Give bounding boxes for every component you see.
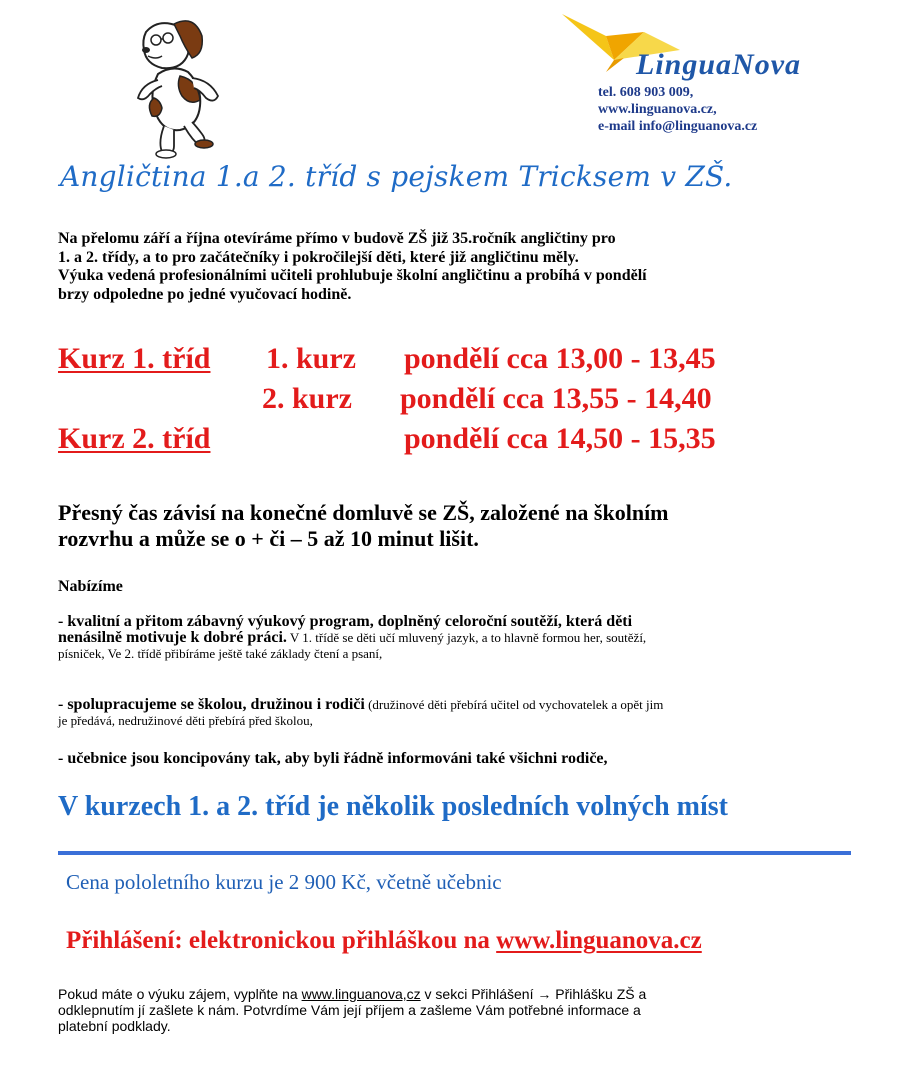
row2-time: pondělí cca 13,55 - 14,40 bbox=[400, 382, 712, 415]
free-places-banner: V kurzech 1. a 2. tříd je několik posledních volných míst bbox=[58, 791, 728, 822]
row1-kurz: 1. kurz bbox=[266, 342, 356, 375]
registration-prefix: Přihlášení: elektronickou přihláškou na bbox=[66, 927, 497, 954]
offer-item-bold: nenásilně motivuje k dobré práci. bbox=[58, 629, 287, 646]
footer-link[interactable]: www.linguanova,cz bbox=[301, 986, 421, 1002]
intro-line: brzy odpoledne po jedné vyučovací hodině. bbox=[58, 285, 352, 303]
timing-note bbox=[58, 500, 858, 552]
offer-item-detail: (družinové děti přebírá učitel od vychovatelek a opět jim bbox=[364, 697, 664, 712]
divider bbox=[58, 851, 851, 855]
footer-text: platební podklady. bbox=[58, 1018, 171, 1034]
offer-item-bold: - kvalitní a přitom zábavný výukový program, doplněný celoroční soutěží, která děti bbox=[58, 613, 633, 630]
logo-wordmark: LinguaNova bbox=[636, 48, 802, 81]
offer-item-bold: - učebnice jsou koncipovány tak, aby byli řádně informováni také všichni rodiče, bbox=[58, 750, 608, 767]
page-title: Angličtina 1.a 2. tříd s pejskem Tricksem v ZŠ. bbox=[60, 160, 733, 193]
contact-email[interactable]: e-mail info@linguanova.cz bbox=[598, 119, 758, 134]
course2-label: Kurz 2. tříd bbox=[58, 422, 211, 455]
course1-label: Kurz 1. tříd bbox=[58, 342, 211, 375]
contact-info bbox=[598, 84, 757, 135]
row3-time: pondělí cca 14,50 - 15,35 bbox=[404, 422, 716, 455]
offer-item-bold: - spolupracujeme se školou, družinou i rodiči bbox=[58, 696, 365, 713]
footer-text: Pokud máte o výuku zájem, vyplňte na bbox=[58, 986, 302, 1002]
offer-item-detail: V 1. třídě se děti učí mluvený jazyk, a to hlavně formou her, soutěží, bbox=[286, 630, 647, 645]
footer-text: odklepnutím jí zašlete k nám. Potvrdíme Vám její příjem a zašleme Vám potřebné informace a bbox=[58, 1002, 641, 1018]
registration-line bbox=[66, 927, 702, 955]
offer-item-textbooks bbox=[58, 751, 858, 767]
contact-web[interactable]: www.linguanova.cz, bbox=[598, 102, 717, 117]
intro-paragraph bbox=[58, 230, 858, 304]
row2-kurz: 2. kurz bbox=[262, 382, 352, 415]
footer-instructions bbox=[58, 986, 848, 1034]
timing-note-line: rozvrhu a může se o + či – 5 až 10 minut lišit. bbox=[58, 526, 479, 551]
offer-item-detail: písniček, Ve 2. třídě přibíráme ještě také základy čtení a psaní, bbox=[58, 646, 383, 661]
contact-phone: tel. 608 903 009, bbox=[598, 85, 694, 100]
course-price: Cena pololetního kurzu je 2 900 Kč, včetně učebnic bbox=[66, 870, 502, 894]
intro-line: 1. a 2. třídy, a to pro začátečníky i pokročilejší děti, které již angličtinu měly. bbox=[58, 248, 579, 266]
row1-time: pondělí cca 13,00 - 13,45 bbox=[404, 342, 716, 375]
offer-item-cooperation bbox=[58, 697, 858, 729]
intro-line: Na přelomu září a října otevíráme přímo v budově ZŠ již 35.ročník angličtiny pro bbox=[58, 230, 616, 247]
offer-heading: Nabízíme bbox=[58, 578, 123, 595]
timing-note-line: Přesný čas závisí na konečné domluvě se ZŠ, založené na školním bbox=[58, 500, 669, 525]
registration-link[interactable]: www.linguanova.cz bbox=[496, 927, 702, 954]
dog-trick-illustration bbox=[118, 14, 228, 162]
intro-line: Výuka vedená profesionálními učiteli prohlubuje školní angličtinu a probíhá v pondělí bbox=[58, 267, 647, 284]
offer-item-detail: je předává, nedružinové děti přebírá před školou, bbox=[58, 713, 313, 728]
footer-text: v sekci Přihlášení → Přihlášku ZŠ a bbox=[420, 986, 647, 1002]
offer-item-program bbox=[58, 614, 858, 662]
